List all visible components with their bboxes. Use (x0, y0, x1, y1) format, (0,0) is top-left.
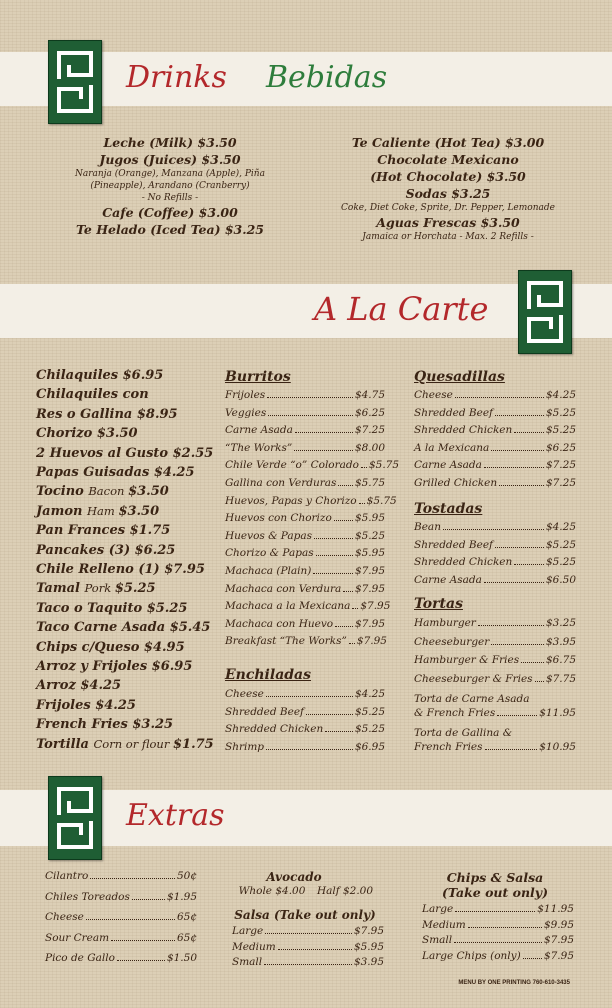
extra-item (45, 911, 197, 923)
alacarte-item-price: $4.25 (95, 697, 136, 713)
extra-item-price: 65¢ (176, 911, 197, 923)
drink-line: Chocolate Mexicano (377, 152, 519, 167)
chips-item-name: Medium (422, 918, 466, 931)
alacarte-item (36, 698, 136, 713)
tostada-item (414, 574, 576, 586)
burrito-item-name: Huevos & Papas (225, 529, 313, 542)
salsa-item (232, 941, 384, 953)
burrito-item-name: Machaca (Plain) (225, 565, 312, 577)
torta-item-price: $7.75 (545, 672, 576, 685)
alacarte-item-name: Chile Relleno (1) (36, 562, 165, 577)
extra-item-price: 65¢ (176, 931, 197, 944)
torta-combo-1-price: $11.95 (539, 707, 576, 719)
quesadilla-item-name: Carne Asada (414, 459, 482, 472)
quesadilla-item-price: $5.25 (545, 406, 576, 419)
chips-item (422, 934, 574, 946)
chips-item-name: Small (422, 934, 453, 946)
burrito-item (225, 494, 397, 507)
extras-title: Extras (126, 798, 225, 833)
drink-line: (Pineapple), Arandano (Cranberry) (90, 181, 250, 191)
chips-item-price: $7.95 (543, 934, 574, 946)
extra-item-name: Cilantro (45, 870, 89, 882)
chips-item-price: $7.95 (543, 949, 574, 962)
brand-logo-icon (48, 776, 102, 860)
extra-item (45, 952, 197, 964)
tostada-item-price: $4.25 (545, 521, 576, 533)
chips-item-price: $9.95 (543, 918, 574, 931)
tostada-item-name: Shredded Chicken (414, 556, 513, 569)
alacarte-item (36, 446, 213, 461)
burritos-heading: Burritos (225, 369, 291, 385)
quesadilla-item (414, 442, 576, 454)
alacarte-item (36, 717, 173, 732)
quesadilla-item (414, 389, 576, 401)
alacarte-item-price: $8.95 (136, 406, 178, 422)
torta-combo-1 (414, 693, 576, 705)
burrito-item-name: Huevos, Papas y Chorizo (225, 494, 357, 507)
alacarte-item (36, 484, 169, 499)
salsa-title: Salsa (Take out only) (234, 908, 376, 922)
alacarte-item-name: Taco o Taquito (36, 600, 147, 616)
burrito-item (225, 547, 385, 559)
salsa-item-name: Medium (232, 940, 276, 953)
brand-logo-icon (48, 40, 102, 124)
quesadilla-item-price: $5.25 (545, 424, 576, 437)
burrito-item (225, 424, 385, 436)
quesadilla-item-name: A la Mexicana (414, 441, 490, 454)
extra-item-price: $1.50 (166, 952, 197, 964)
burrito-item (225, 512, 385, 524)
burrito-item-price: $7.95 (354, 617, 385, 630)
alacarte-item (36, 640, 185, 655)
burrito-item-price: $5.95 (354, 547, 385, 560)
enchilada-item (225, 706, 385, 718)
burrito-item-name: Huevos con Chorizo (225, 512, 332, 525)
burrito-item-name: Chile Verde “o” Colorado (225, 459, 359, 472)
drink-line: Leche (Milk) $3.50 (103, 135, 237, 150)
extra-item-name: Chiles Toreados (45, 890, 130, 903)
drink-line: - No Refills - (141, 193, 199, 203)
burrito-item-name: Machaca con Verdura (225, 582, 342, 595)
quesadilla-item-name: Grilled Chicken (414, 477, 498, 489)
quesadilla-item-name: Cheese (414, 389, 453, 401)
burrito-item-price: $7.95 (356, 635, 387, 648)
burrito-item-name: Machaca a la Mexicana (225, 600, 351, 613)
alacarte-item (36, 426, 138, 441)
alacarte-item-note: Pork (84, 581, 115, 596)
enchilada-item (225, 741, 385, 753)
alacarte-item-price: $2.55 (172, 445, 214, 461)
extra-item-price: $1.95 (166, 890, 197, 903)
burrito-item (225, 635, 385, 647)
extra-item-price: 50¢ (176, 870, 197, 882)
tostada-item-price: $5.25 (545, 538, 576, 551)
alacarte-item-price: $3.25 (132, 717, 174, 733)
alacarte-item (36, 523, 170, 538)
salsa-item-price: $3.95 (353, 956, 384, 968)
alacarte-item (36, 368, 163, 383)
alacarte-item-name: Chilaquiles (36, 368, 123, 383)
burrito-item-price: $8.00 (354, 441, 385, 454)
tostada-item (414, 521, 576, 533)
alacarte-item (36, 465, 195, 480)
salsa-item-price: $7.95 (353, 925, 384, 937)
tostada-item-name: Shredded Beef (414, 538, 493, 551)
extra-item (45, 891, 197, 903)
enchilada-item-price: $5.25 (354, 705, 385, 718)
quesadilla-item-price: $7.25 (545, 459, 576, 472)
alacarte-item-price: $1.75 (173, 736, 214, 752)
burrito-item (225, 583, 385, 595)
burrito-item-price: $5.95 (354, 512, 385, 525)
enchilada-item-price: $4.25 (354, 688, 385, 700)
alacarte-item-price: $4.25 (153, 465, 195, 480)
salsa-item-name: Small (232, 956, 263, 968)
chips-item (422, 903, 574, 915)
alacarte-title: A La Carte (314, 290, 489, 328)
tostadas-heading: Tostadas (414, 501, 483, 517)
torta-item (414, 617, 576, 629)
burrito-item-name: Machaca con Huevo (225, 617, 334, 630)
alacarte-item-price: $7.95 (164, 562, 205, 577)
salsa-item-name: Large (232, 925, 264, 937)
alacarte-item-price: $6.95 (151, 659, 193, 674)
burrito-item-price: $5.25 (354, 529, 385, 542)
burrito-item-price: $7.95 (360, 600, 391, 613)
quesadillas-heading: Quesadillas (414, 369, 505, 385)
enchilada-item-price: $5.25 (354, 723, 385, 736)
torta-item (414, 654, 576, 666)
burrito-item (225, 407, 385, 419)
alacarte-item-price: $5.45 (169, 620, 211, 636)
alacarte-item-name: Arroz (36, 678, 81, 694)
quesadilla-item (414, 459, 576, 471)
bebidas-title: Bebidas (266, 60, 388, 95)
alacarte-item-name: Taco Carne Asada (36, 620, 170, 636)
burrito-item-price: $5.75 (354, 477, 385, 489)
enchilada-item-name: Cheese (225, 688, 264, 700)
alacarte-item-name: Res o Gallina (36, 406, 137, 422)
alacarte-item (36, 620, 210, 635)
alacarte-item-note: Ham (86, 503, 119, 518)
footer-credit: MENU BY ONE PRINTING 760-610-3435 (458, 980, 570, 986)
alacarte-item-name: Tortilla (36, 736, 94, 752)
alacarte-item-price: $6.25 (134, 542, 176, 558)
drink-line: Te Caliente (Hot Tea) $3.00 (351, 135, 545, 150)
burrito-item (225, 565, 385, 577)
burrito-item-name: Veggies (225, 406, 267, 419)
alacarte-item-name: Jamon (36, 503, 87, 519)
burrito-item-price: $7.95 (354, 582, 385, 595)
extra-item (45, 932, 197, 944)
burrito-item-name: Chorizo & Papas (225, 547, 314, 560)
alacarte-item-note: Bacon (88, 484, 129, 499)
alacarte-item (36, 504, 159, 519)
alacarte-item-name: Frijoles (36, 697, 96, 713)
enchilada-item-name: Shredded Beef (225, 705, 304, 718)
chips-item-name: Large (422, 903, 454, 915)
drink-line: Jamaica or Horchata - Max. 2 Refills - (362, 232, 534, 242)
salsa-item (232, 956, 384, 968)
drinks-title: Drinks (126, 60, 227, 95)
burrito-item (225, 389, 385, 401)
tostada-item-price: $5.25 (545, 556, 576, 569)
burrito-item-price: $5.75 (366, 494, 397, 507)
salsa-item-price: $5.95 (353, 940, 384, 953)
torta-combo-2-line1: Torta de Gallina & (414, 727, 513, 739)
enchilada-item-name: Shrimp (225, 740, 265, 753)
burrito-item-price: $6.25 (354, 406, 385, 419)
burrito-item (225, 442, 385, 454)
torta-item-price: $6.75 (545, 654, 576, 666)
tostada-item-name: Carne Asada (414, 573, 482, 586)
burrito-item-name: Carne Asada (225, 424, 293, 437)
burrito-item-name: Frijoles (225, 389, 266, 401)
drink-line: (Hot Chocolate) $3.50 (370, 169, 526, 184)
torta-item-name: Cheeseburger (414, 635, 490, 648)
quesadilla-item (414, 477, 576, 489)
alacarte-item-price: $4.25 (80, 678, 122, 694)
burrito-item-name: “The Works” (225, 441, 293, 454)
tostada-item-name: Bean (414, 521, 441, 533)
chips-item (422, 919, 574, 931)
alacarte-item-price: $3.50 (128, 484, 169, 500)
tostada-item-price: $6.50 (545, 573, 576, 586)
quesadilla-item-price: $7.25 (545, 477, 576, 489)
drink-line: Jugos (Juices) $3.50 (99, 152, 241, 167)
torta-item-price: $3.95 (545, 635, 576, 648)
drink-line: Coke, Diet Coke, Sprite, Dr. Pepper, Lemonade (341, 203, 555, 213)
torta-combo-1-line2: & French Fries (414, 707, 496, 719)
alacarte-item-price: $6.95 (122, 368, 164, 383)
alacarte-item-name: Tocino (36, 484, 89, 500)
torta-combo-2-line2: French Fries (414, 741, 483, 753)
alacarte-item (36, 659, 192, 674)
burrito-item-price: $5.75 (368, 459, 400, 472)
alacarte-item-price: $5.25 (114, 581, 156, 597)
alacarte-item-name: Papas Guisadas (36, 465, 154, 480)
quesadilla-item-price: $6.25 (545, 441, 576, 454)
burrito-item (225, 459, 400, 472)
enchilada-item (225, 723, 385, 735)
alacarte-item-name: Chorizo (36, 426, 97, 442)
extra-item-name: Sour Cream (45, 931, 110, 944)
enchiladas-heading: Enchiladas (225, 667, 312, 683)
alacarte-item-name: Arroz y Frijoles (36, 659, 152, 674)
alacarte-item-name: French Fries (36, 717, 133, 733)
alacarte-item (36, 543, 175, 558)
brand-logo-icon (518, 270, 572, 354)
alacarte-item-name: 2 Huevos al Gusto (36, 445, 173, 461)
chips-title-2: (Take out only) (442, 885, 548, 900)
alacarte-item-price: $1.75 (129, 523, 171, 539)
alacarte-item-note: Corn or flour (93, 736, 173, 751)
chips-title-1: Chips & Salsa (446, 870, 544, 885)
alacarte-item (36, 581, 156, 596)
alacarte-item-price: $3.50 (96, 426, 138, 442)
enchilada-item-price: $6.95 (354, 740, 385, 753)
torta-item-name: Hamburger & Fries (414, 654, 520, 666)
drinks-left-column (40, 134, 300, 238)
burrito-item (225, 618, 385, 630)
alacarte-item-price: $4.95 (143, 639, 185, 655)
alacarte-item (36, 601, 187, 616)
extra-item-name: Pico de Gallo (45, 952, 115, 964)
drink-line: Aguas Frescas $3.50 (376, 215, 520, 230)
quesadilla-item (414, 424, 576, 436)
torta-combo-1-row2 (414, 707, 576, 719)
alacarte-item-name: Chilaquiles con (36, 387, 149, 403)
avocado-half: Half $2.00 (316, 885, 374, 897)
drinks-right-column (318, 134, 578, 243)
drink-line: Sodas $3.25 (405, 186, 491, 201)
torta-item-name: Cheeseburger & Fries (414, 672, 533, 685)
torta-combo-2-price: $10.95 (539, 741, 576, 753)
chips-item-price: $11.95 (537, 903, 574, 915)
salsa-item (232, 925, 384, 937)
tostada-item (414, 556, 576, 568)
alacarte-item (36, 387, 149, 402)
alacarte-item-price: $5.25 (146, 600, 188, 616)
tortas-heading: Tortas (414, 596, 463, 612)
quesadilla-item (414, 407, 576, 419)
drink-line: Naranja (Orange), Manzana (Apple), Piña (75, 169, 265, 179)
torta-item-price: $3.25 (545, 617, 576, 629)
alacarte-item (36, 562, 205, 577)
quesadilla-item-price: $4.25 (545, 389, 576, 401)
alacarte-item (36, 678, 121, 693)
alacarte-item-name: Pancakes (3) (36, 542, 135, 558)
burrito-item-price: $7.95 (354, 565, 385, 577)
quesadilla-item-name: Shredded Beef (414, 406, 493, 419)
torta-item (414, 636, 576, 648)
torta-combo-1-line1: Torta de Carne Asada (414, 693, 530, 705)
avocado-title: Avocado (266, 870, 322, 884)
burrito-item (225, 600, 391, 613)
drink-line: Cafe (Coffee) $3.00 (102, 205, 238, 220)
alacarte-item (36, 407, 178, 422)
torta-combo-2-row2 (414, 741, 576, 753)
chips-item-name: Large Chips (only) (422, 949, 521, 962)
burrito-item-name: Breakfast “The Works” (225, 635, 347, 648)
tostada-item (414, 539, 576, 551)
quesadilla-item-name: Shredded Chicken (414, 424, 513, 437)
alacarte-item-name: Pan Frances (36, 523, 130, 539)
alacarte-item-name: Tamal (36, 581, 85, 597)
burrito-item (225, 530, 385, 542)
enchilada-item-name: Shredded Chicken (225, 723, 324, 736)
burrito-item (225, 477, 385, 489)
torta-item (414, 673, 576, 685)
alacarte-item-price: $3.50 (118, 503, 160, 519)
avocado-whole: Whole $4.00 (238, 885, 306, 897)
torta-item-name: Hamburger (414, 617, 476, 629)
extra-item (45, 870, 197, 882)
chips-item (422, 950, 574, 962)
burrito-item-name: Gallina con Verduras (225, 477, 337, 489)
torta-combo-2 (414, 727, 576, 739)
alacarte-item (36, 737, 214, 752)
burrito-item-price: $4.75 (354, 389, 385, 401)
drink-line: Te Helado (Iced Tea) $3.25 (76, 222, 264, 237)
extra-item-name: Cheese (45, 911, 84, 923)
enchilada-item (225, 688, 385, 700)
alacarte-item-name: Chips c/Queso (36, 639, 144, 655)
burrito-item-price: $7.25 (354, 424, 385, 437)
